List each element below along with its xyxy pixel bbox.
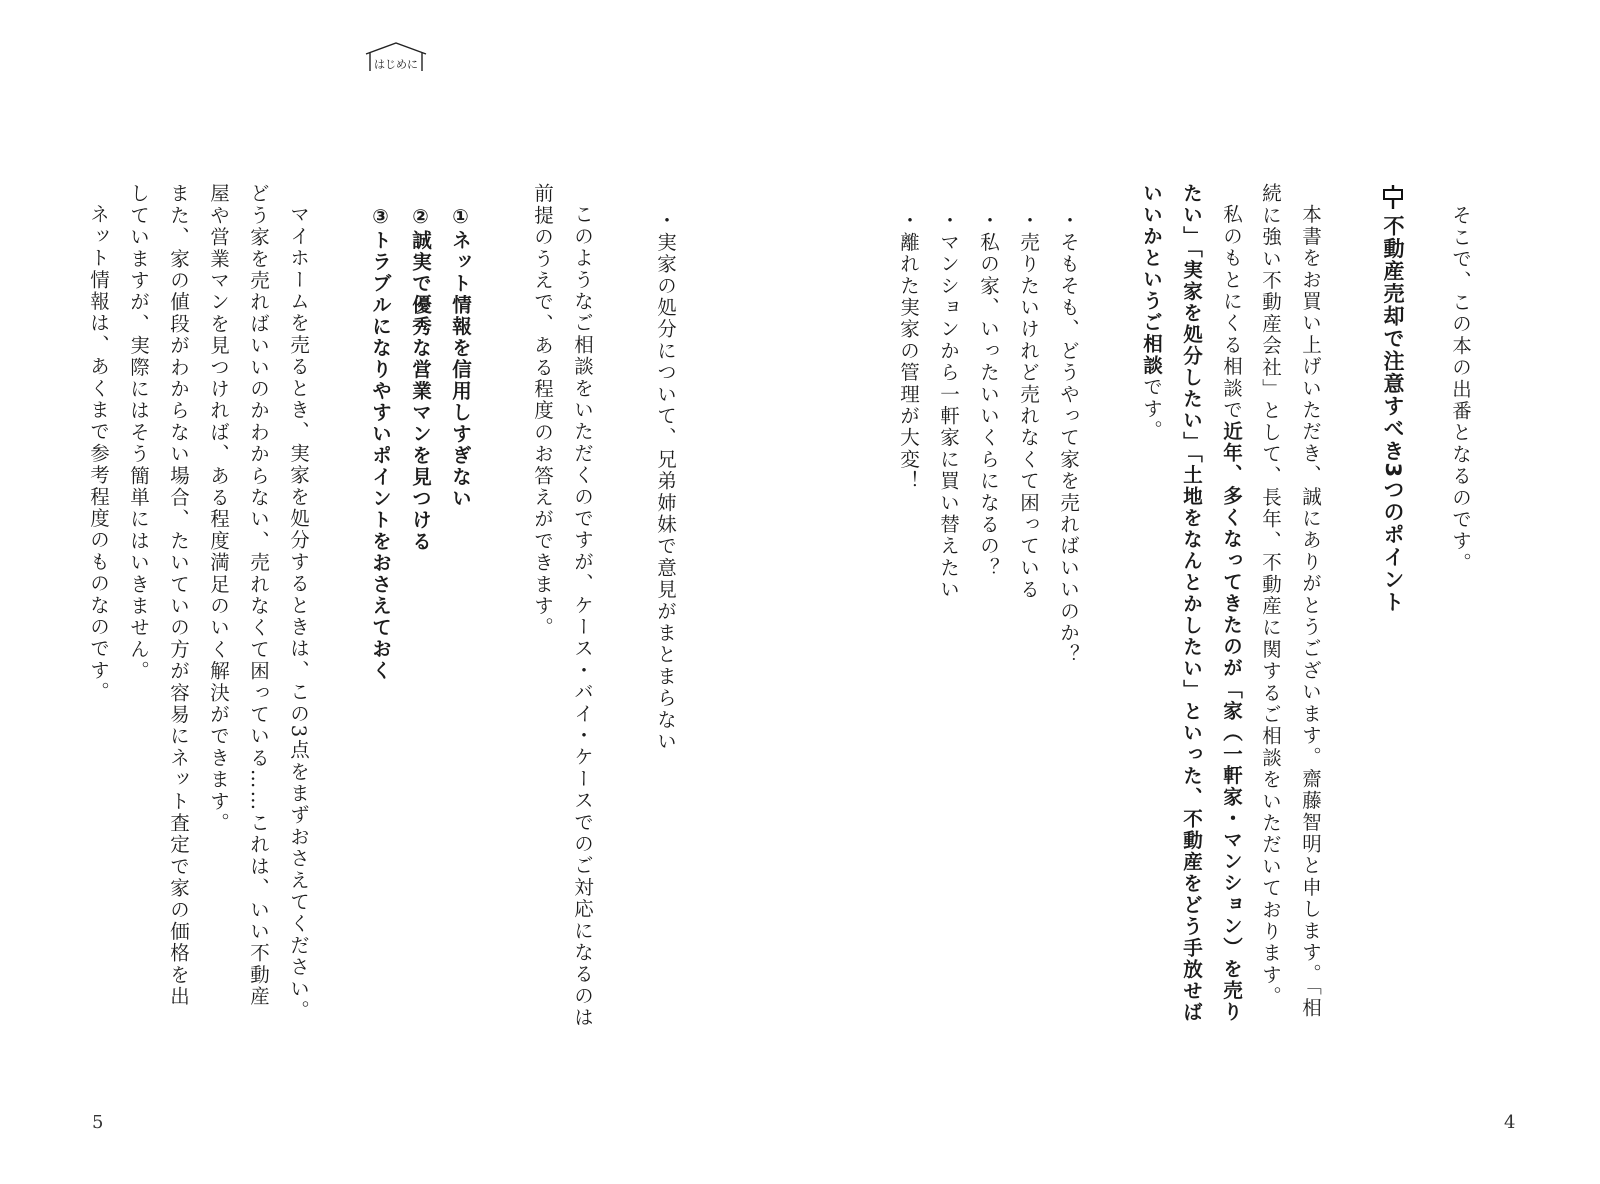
key-point: ③トラブルになりやすいポイントをおさえておく	[369, 205, 392, 682]
paragraph-2-line-1-normal: 私のもとにくる相談で	[1220, 204, 1243, 421]
paragraph-3-line-2: 前提のうえで、ある程度のお答えができます。	[531, 183, 554, 639]
paragraph-4-line-3: 屋や営業マンを見つければ、ある程度満足のいく解決ができます。	[207, 183, 230, 834]
paragraph-4-line-4: また、家の値段がわからない場合、たいていの方が容易にネット査定で家の価格を出	[167, 183, 190, 1008]
paragraph-2-line-3-bold: いいかというご相談	[1140, 183, 1163, 377]
bullet-item: ・実家の処分について、兄弟姉妹で意見がまとまらない	[654, 210, 677, 753]
bullet-item: ・マンションから一軒家に買い替えたい	[937, 210, 960, 601]
page-number-left: 5	[92, 1112, 104, 1133]
bullet-item: ・離れた実家の管理が大変！	[897, 210, 920, 493]
bullet-item: ・売りたいけれど売れなくて困っている	[1017, 210, 1040, 601]
paragraph-2-line-2: たい」「実家を処分したい」「土地をなんとかしたい」といった、不動産をどう手放せば	[1180, 183, 1203, 1024]
paragraph-1-line-1: 本書をお買い上げいただき、誠にありがとうございます。齋藤智明と申します。「相	[1299, 204, 1322, 1019]
intro-line: そこで、この本の出番となるのです。	[1449, 205, 1472, 574]
paragraph-4-line-2: どう家を売ればいいのかわからない、売れなくて困っている……これは、いい不動産	[247, 183, 270, 1008]
paragraph-2-line-3-normal: です。	[1140, 376, 1163, 442]
key-point: ①ネット情報を信用しすぎない	[449, 205, 472, 510]
paragraph-2-line-1	[1211, 204, 1251, 1044]
section-heading	[1373, 185, 1413, 645]
paragraph-4-line-6: ネット情報は、あくまで参考程度のものなのです。	[87, 204, 110, 704]
paragraph-4-line-1: マイホームを売るとき、実家を処分するときは、この3点をまずおさえてください。	[287, 204, 310, 1022]
paragraph-3-line-1: このようなご相談をいただくのですが、ケース・バイ・ケースでのご対応になるのは	[571, 204, 594, 1029]
section-heading-text: 不動産売却で注意すべき3つのポイント	[1381, 215, 1405, 614]
paragraph-4-line-5: していますが、実際にはそう簡単にはいきません。	[127, 183, 150, 683]
paragraph-2-line-1-bold: 近年、多くなってきたのが「家（一軒家・マンション）を売り	[1220, 421, 1243, 1023]
bullet-item: ・私の家、いったいいくらになるの？	[977, 210, 1000, 579]
bullet-item: ・そもそも、どうやって家を売ればいいのか？	[1057, 210, 1080, 666]
chapter-label: はじめに	[374, 58, 418, 71]
chapter-tag	[362, 42, 430, 72]
paragraph-1-line-2: 続に強い不動産会社」として、長年、不動産に関するご相談をいただいております。	[1259, 183, 1282, 1008]
signpost-icon	[1382, 185, 1404, 209]
paragraph-2-line-3	[1131, 183, 1171, 1023]
key-point: ②誠実で優秀な営業マンを見つける	[409, 205, 432, 553]
page-number-right: 4	[1504, 1112, 1516, 1133]
